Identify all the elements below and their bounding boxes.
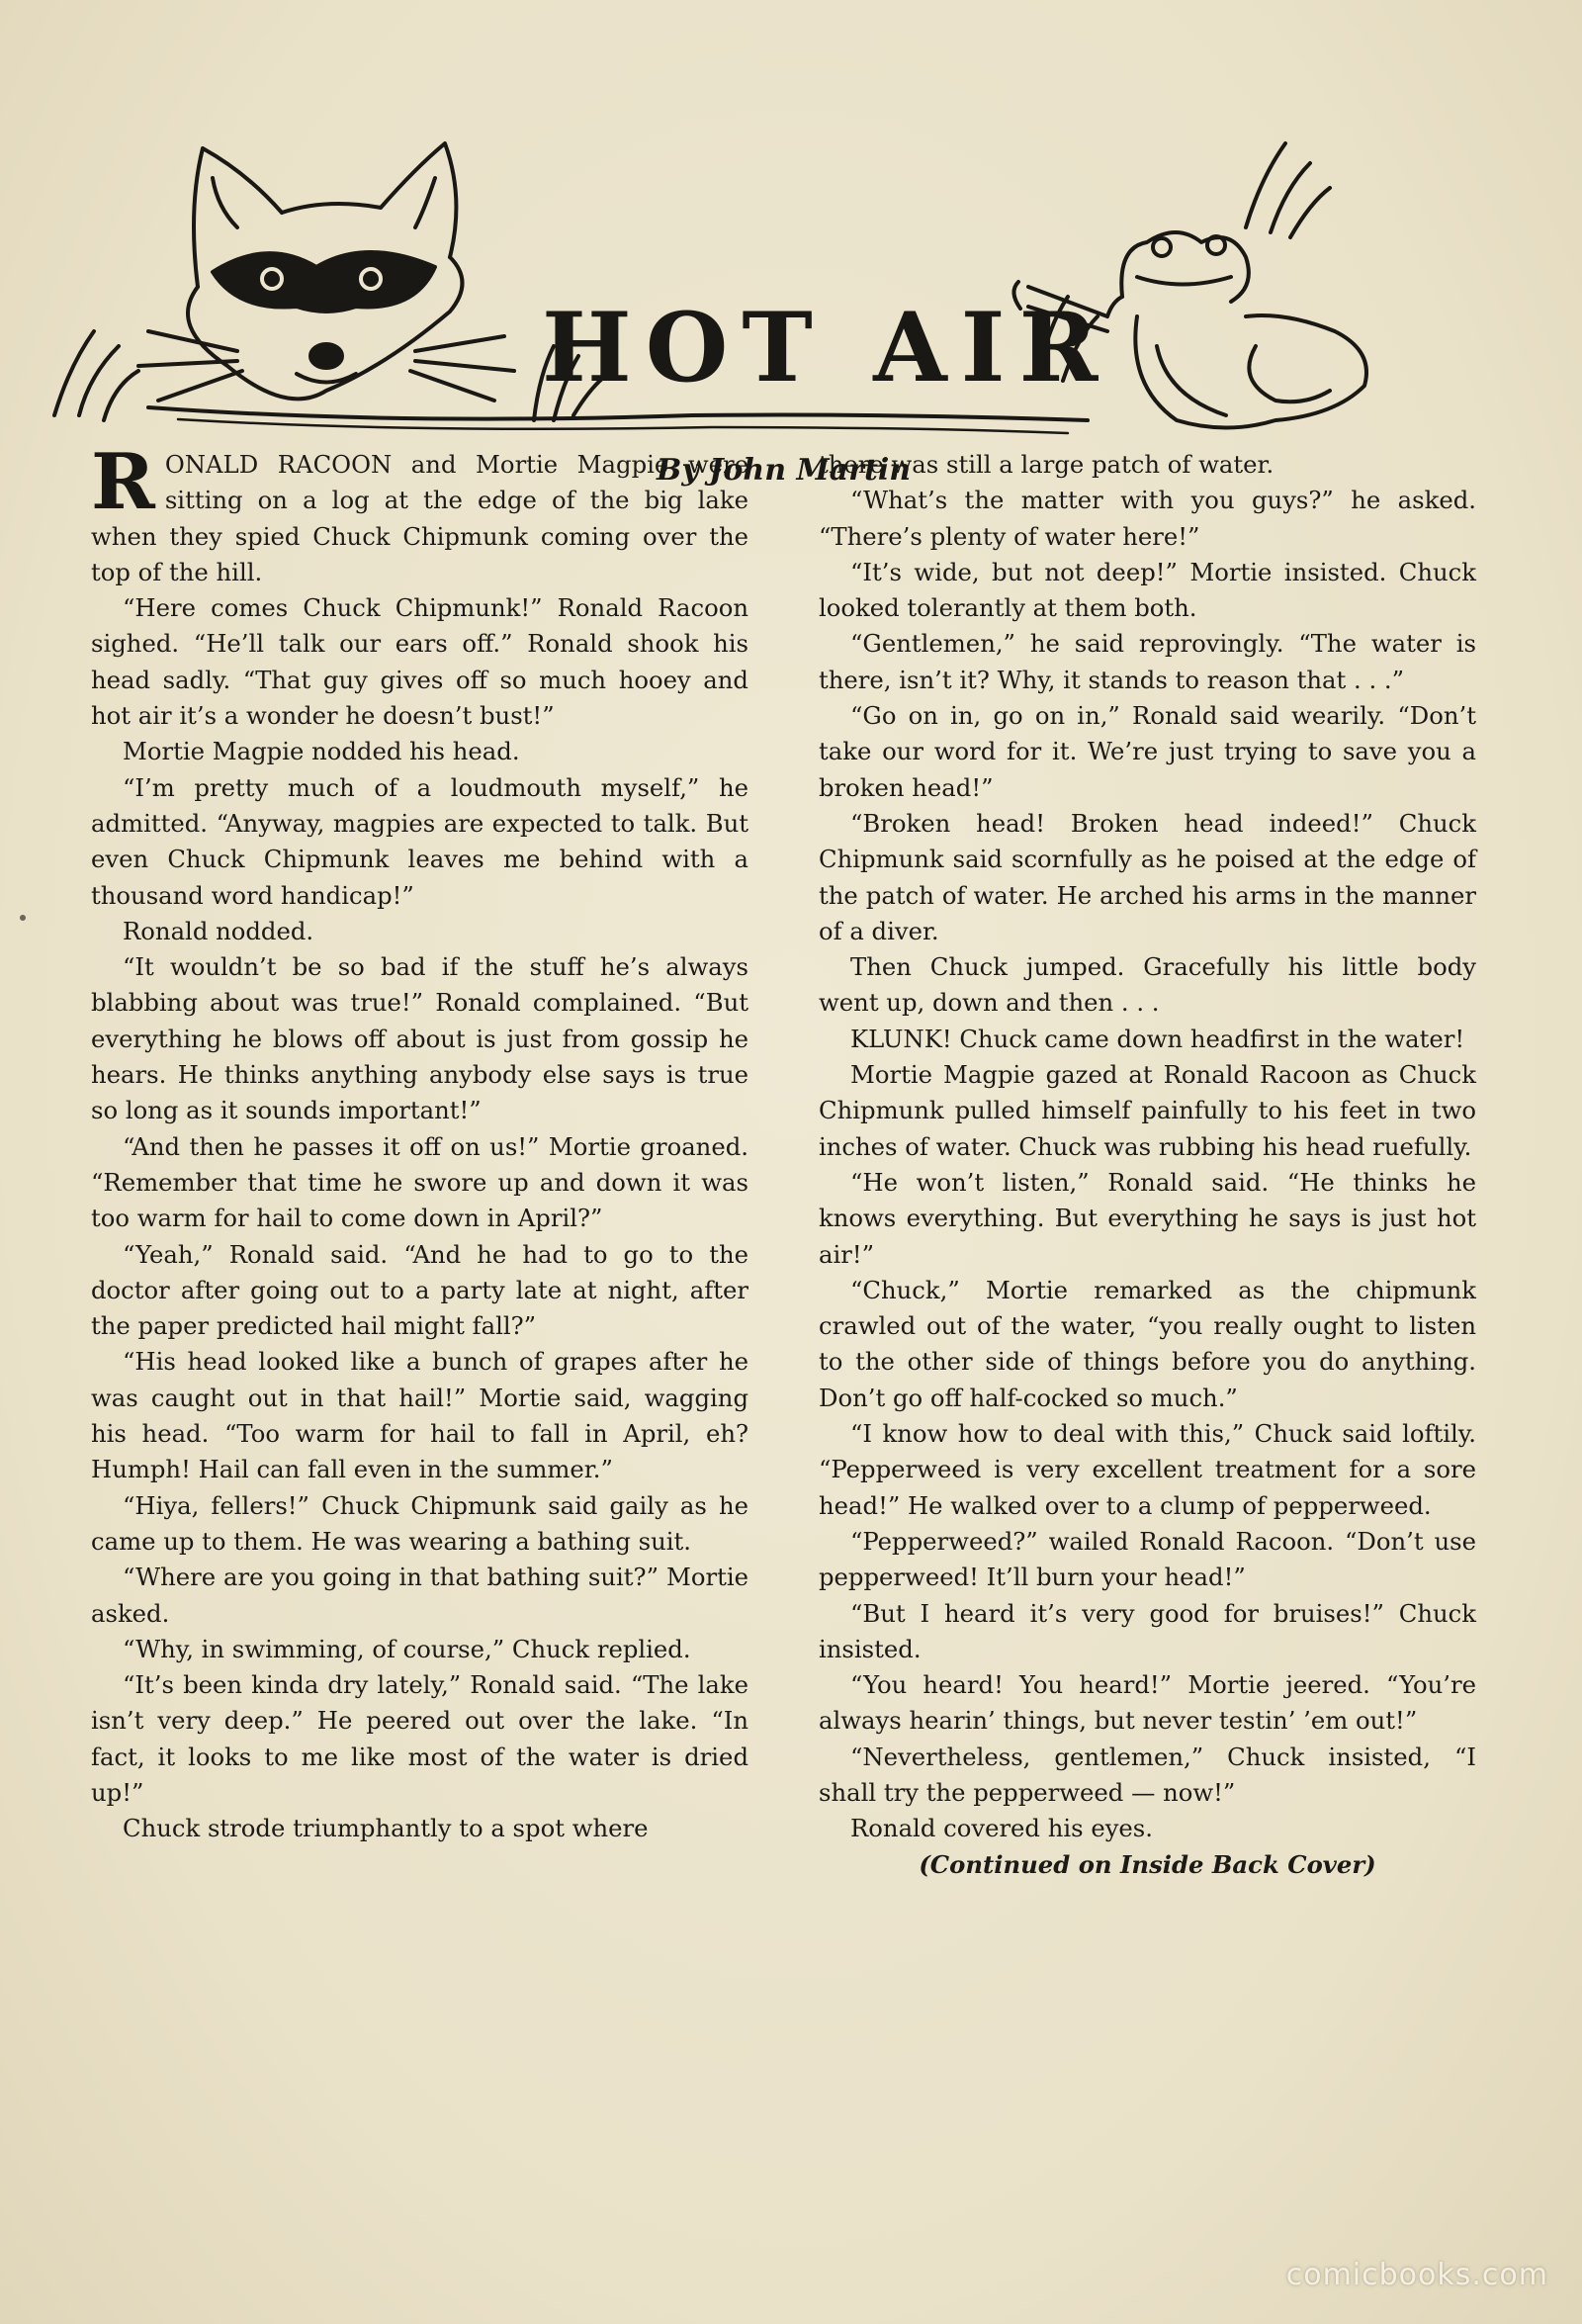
paragraph: “Yeah,” Ronald said. “And he had to go to the doctor after going out to a party late at night, after the paper predicted hail might fall?” (91, 1239, 748, 1341)
paragraph: Mortie Magpie nodded his head. (123, 737, 520, 766)
paragraph: “What’s the matter with you guys?” he asked. “There’s plenty of water here!” (819, 486, 1476, 551)
paragraph: “And then he passes it off on us!” Mortie groaned. “Remember that time he swore up and down it was too warm for hail to come down in April?” (91, 1131, 748, 1233)
continued-note: (Continued on Inside Back Cover) (919, 1849, 1376, 1879)
paragraph: “I know how to deal with this,” Chuck said loftily. “Pepperweed is very excellent treatment for a sore head!” He walked over to a clump of pepperweed. (819, 1419, 1476, 1520)
paragraph: “Chuck,” Mortie remarked as the chipmunk crawled out of the water, “you really ought to listen to the other side of things before you do anything. Don’t go off half-cocked so much.” (819, 1275, 1476, 1412)
story-title: HOT AIR (542, 292, 1112, 403)
paragraph: “But I heard it’s very good for bruises!” Chuck insisted. (819, 1598, 1476, 1663)
paragraph: “Go on in, go on in,” Ronald said wearily. “Don’t take our word for it. We’re just trying to save you a broken head!” (819, 701, 1476, 802)
paragraph: Ronald nodded. (123, 916, 314, 945)
paragraph: Ronald covered his eyes. (850, 1814, 1154, 1843)
drop-cap: R (91, 437, 155, 527)
paragraph: Mortie Magpie gazed at Ronald Racoon as Chuck Chipmunk pulled himself painfully to his feet in two inches of water. Chuck was rubbing his head ruefully. (819, 1060, 1476, 1161)
paragraph: “Pepperweed?” wailed Ronald Racoon. “Don’t use pepperweed! It’ll burn your head!” (819, 1526, 1476, 1592)
paragraph: “It wouldn’t be so bad if the stuff he’s always blabbing about was true!” Ronald complained. “But everything he blows off about is just from gossip he hears. He thinks anything anybody else says is true so long as it sounds important!” (91, 952, 748, 1125)
paragraph: “Why, in swimming, of course,” Chuck replied. (123, 1634, 691, 1663)
paragraph: “He won’t listen,” Ronald said. “He thinks he knows everything. But everything he says is just hot air!” (819, 1167, 1476, 1269)
paragraph: “Nevertheless, gentlemen,” Chuck insisted, “I shall try the pepperweed — now!” (819, 1742, 1476, 1807)
raccoon-icon (138, 143, 514, 401)
paragraph: “It’s wide, but not deep!” Mortie insisted. Chuck looked tolerantly at them both. (819, 557, 1476, 623)
paragraph: Then Chuck jumped. Gracefully his little body went up, down and then . . . (819, 952, 1476, 1018)
story-byline: By John Martin (657, 453, 912, 488)
paragraph: “Hiya, fellers!” Chuck Chipmunk said gaily as he came up to them. He was wearing a bathing suit. (91, 1490, 748, 1556)
paragraph: “Broken head! Broken head indeed!” Chuck Chipmunk said scornfully as he poised at the edge of the patch of water. He arched his arms in the manner of a diver. (819, 808, 1476, 945)
paragraph: RONALD RACOON and Mortie Magpie were sitting on a log at the edge of the big lake when they spied Chuck Chipmunk coming over the top of the hill. (91, 437, 748, 586)
paragraph: “Here comes Chuck Chipmunk!” Ronald Racoon sighed. “He’ll talk our ears off.” Ronald shook his head sadly. “That guy gives off so much hooey and hot air it’s a wonder he doesn’t bust!” (91, 593, 748, 731)
paragraph: “It’s been kinda dry lately,” Ronald said. “The lake isn’t very deep.” He peered out over the lake. “In fact, it looks to me like most of the water is dried up!” (91, 1670, 748, 1807)
watermark: comicbooks.com (1285, 2258, 1548, 2292)
paragraph: Chuck strode triumphantly to a spot where (123, 1814, 649, 1843)
paragraph: there was still a large patch of water. (819, 450, 1274, 479)
paragraph: KLUNK! Chuck came down headfirst in the water! (850, 1024, 1465, 1053)
story-column-left (91, 437, 748, 1847)
paragraph: “His head looked like a bunch of grapes after he was caught out in that hail!” Mortie said, wagging his head. “Too warm for hail to fall in April, eh? Humph! Hail can fall even in the summer.” (91, 1347, 748, 1484)
paragraph: “Where are you going in that bathing suit?” Mortie asked. (91, 1563, 748, 1628)
paragraph: “I’m pretty much of a loudmouth myself,” he admitted. “Anyway, magpies are expected to talk. But even Chuck Chipmunk leaves me behind with a thousand word handicap!” (91, 772, 748, 910)
paper-speck (20, 915, 26, 921)
story-column-right (819, 447, 1476, 1883)
paragraph: “You heard! You heard!” Mortie jeered. “You’re always hearin’ things, but never testin’ ’em out!” (819, 1670, 1476, 1736)
paragraph: “Gentlemen,” he said reprovingly. “The water is there, isn’t it? Why, it stands to reason that . . .” (819, 629, 1476, 694)
header-illustration (0, 119, 1582, 455)
